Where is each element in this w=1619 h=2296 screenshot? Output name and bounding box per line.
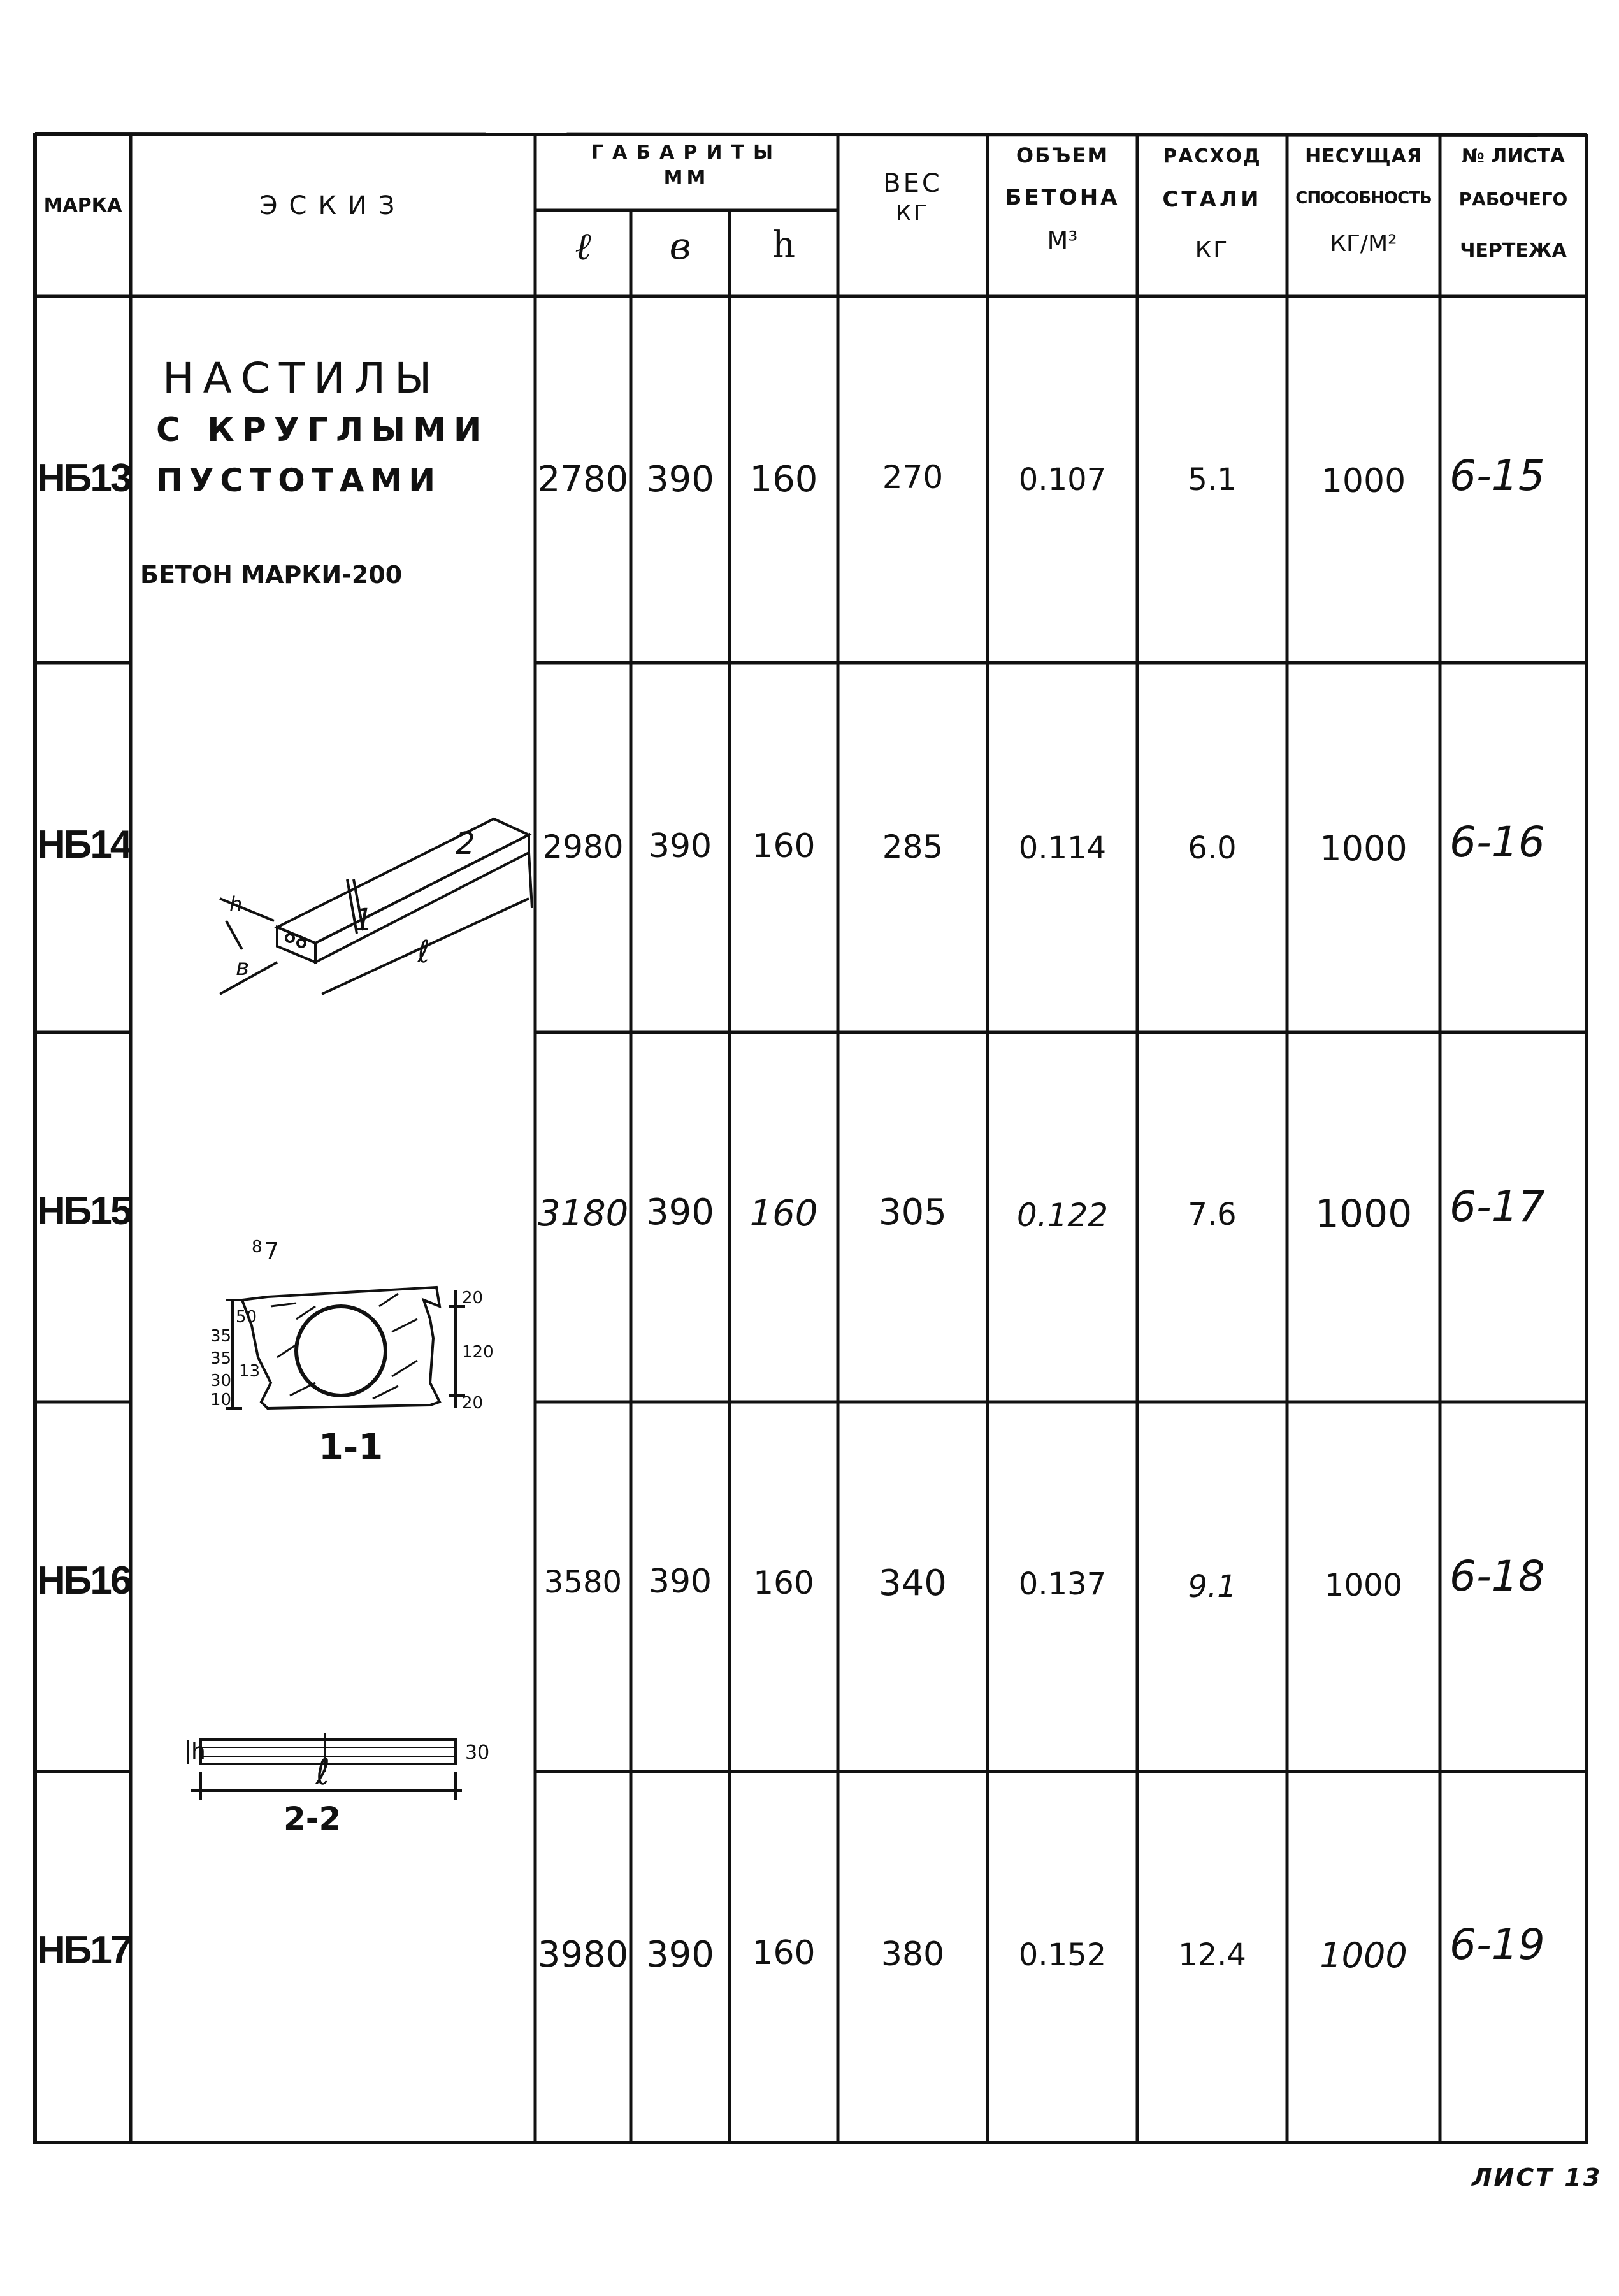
cell-volume: 0.107 [1018, 462, 1107, 498]
header-weight-1: ВЕС [883, 169, 942, 198]
cell-volume: 0.137 [1018, 1566, 1107, 1602]
cell-l: 2780 [537, 459, 629, 500]
cell-volume: 0.122 [1016, 1197, 1109, 1234]
section-dim-label: 13 [239, 1362, 261, 1381]
cell-weight: 285 [882, 828, 944, 865]
section-dim-label: 120 [462, 1343, 494, 1362]
row-mark: НБ16 [37, 1559, 131, 1603]
iso-dim-line [226, 921, 242, 949]
header-concrete-3: М³ [1047, 226, 1078, 254]
cell-l: 3180 [537, 1193, 629, 1234]
row-mark: НБ13 [37, 456, 131, 500]
section-dim-label: 10 [210, 1390, 232, 1410]
sketch-drawings [131, 663, 535, 1810]
cell-l: 2980 [542, 828, 624, 865]
cell-steel: 6.0 [1188, 830, 1237, 866]
cell-steel: 5.1 [1188, 462, 1237, 498]
iso-label-1: 1 [354, 902, 373, 938]
header-dim-l: ℓ [575, 224, 591, 269]
section-dim-label: 8 [252, 1238, 263, 1257]
header-concrete-2: БЕТОНА [1005, 185, 1120, 210]
section-label-1-1: 1-1 [319, 1427, 384, 1468]
cell-l: 3580 [543, 1564, 622, 1600]
iso-label-l: ℓ [417, 934, 430, 970]
cell-sheet: 6-17 [1450, 1182, 1545, 1231]
iso-void [298, 939, 305, 947]
cell-h: 160 [753, 1564, 814, 1601]
row-mark: НБ14 [37, 823, 131, 867]
header-capacity-2: СПОСОБНОСТЬ [1295, 189, 1432, 208]
cell-weight: 380 [881, 1935, 945, 1974]
header-sheet-1: № ЛИСТА [1461, 145, 1565, 168]
cell-steel: 9.1 [1188, 1569, 1237, 1605]
header-weight-2: КГ [896, 201, 930, 226]
sheet-number: ЛИСТ 13 [1472, 2163, 1602, 2191]
iso-dim-ext [529, 853, 532, 908]
cell-capacity: 1000 [1320, 1935, 1407, 1975]
section-dim-label: 30 [210, 1371, 232, 1390]
cell-capacity: 1000 [1324, 1568, 1403, 1603]
header-dims-line1: ГАБАРИТЫ [591, 141, 782, 164]
cell-steel: 7.6 [1188, 1197, 1237, 1232]
section-dim-label: 7 [264, 1238, 279, 1264]
long-label-30: 30 [465, 1742, 490, 1764]
header-dims-line2: ММ [663, 167, 710, 189]
cell-capacity: 1000 [1321, 462, 1406, 500]
cell-sheet: 6-16 [1450, 818, 1545, 867]
cell-b: 390 [648, 1563, 712, 1601]
cell-capacity: 1000 [1314, 1192, 1413, 1236]
long-label-l: ℓ [315, 1752, 331, 1793]
header-steel-2: СТАЛИ [1162, 187, 1262, 212]
section-void [296, 1306, 385, 1396]
cell-weight: 340 [879, 1563, 947, 1604]
iso-void [286, 934, 294, 942]
cell-sheet: 6-18 [1450, 1552, 1545, 1601]
iso-label-h: h [229, 892, 243, 916]
header-capacity-1: НЕСУЩАЯ [1305, 145, 1422, 168]
section-dim-label: 35 [210, 1327, 232, 1346]
cell-capacity: 1000 [1320, 828, 1407, 869]
cell-sheet: 6-15 [1450, 451, 1545, 500]
iso-slab-front [277, 927, 315, 962]
cell-h: 160 [749, 1193, 818, 1234]
iso-label-2: 2 [456, 826, 475, 862]
section-dim-label: 20 [462, 1289, 484, 1308]
section-dim-label: 50 [236, 1308, 257, 1327]
cell-b: 390 [646, 459, 714, 500]
cell-b: 390 [646, 1192, 714, 1233]
section-dim-label: 20 [462, 1394, 484, 1413]
header-dim-h: h [772, 224, 796, 266]
iso-slab-top [277, 819, 529, 943]
long-label-h: h [191, 1738, 206, 1765]
header-sheet-3: ЧЕРТЕЖА [1460, 240, 1567, 262]
cell-h: 160 [752, 827, 816, 865]
header-concrete-1: ОБЪЕМ [1016, 143, 1109, 168]
header-steel-3: КГ [1195, 237, 1230, 263]
header-mark: МАРКА [43, 194, 122, 217]
cell-b: 390 [646, 1934, 714, 1975]
cell-l: 3980 [537, 1934, 629, 1975]
sketch-title-line3: ПУСТОТАМИ [156, 462, 442, 499]
section-label-2-2: 2-2 [284, 1800, 342, 1837]
sketch-concrete-grade: БЕТОН МАРКИ-200 [140, 561, 403, 589]
cell-sheet: 6-19 [1450, 1920, 1545, 1969]
header-sketch: ЭСКИЗ [259, 191, 407, 220]
section-dim-label: 35 [210, 1349, 232, 1368]
header-dim-b: в [669, 224, 691, 268]
header-steel-1: РАСХОД [1163, 145, 1262, 168]
cell-volume: 0.114 [1018, 830, 1107, 866]
cell-weight: 305 [879, 1192, 947, 1233]
row-mark: НБ17 [37, 1928, 131, 1972]
cell-volume: 0.152 [1018, 1937, 1107, 1973]
cell-h: 160 [752, 1934, 816, 1972]
sketch-title-line2: С КРУГЛЫМИ [156, 411, 489, 449]
cell-weight: 270 [882, 459, 944, 496]
row-mark: НБ15 [37, 1189, 131, 1233]
cell-h: 160 [749, 459, 818, 500]
iso-dim-ext [220, 899, 274, 921]
cell-b: 390 [648, 827, 712, 865]
header-capacity-3: КГ/М² [1330, 231, 1397, 257]
sketch-title-line1: НАСТИЛЫ [162, 354, 441, 403]
cell-steel: 12.4 [1178, 1937, 1246, 1973]
header-sheet-2: РАБОЧЕГО [1458, 189, 1568, 210]
iso-label-b: в [236, 955, 250, 981]
